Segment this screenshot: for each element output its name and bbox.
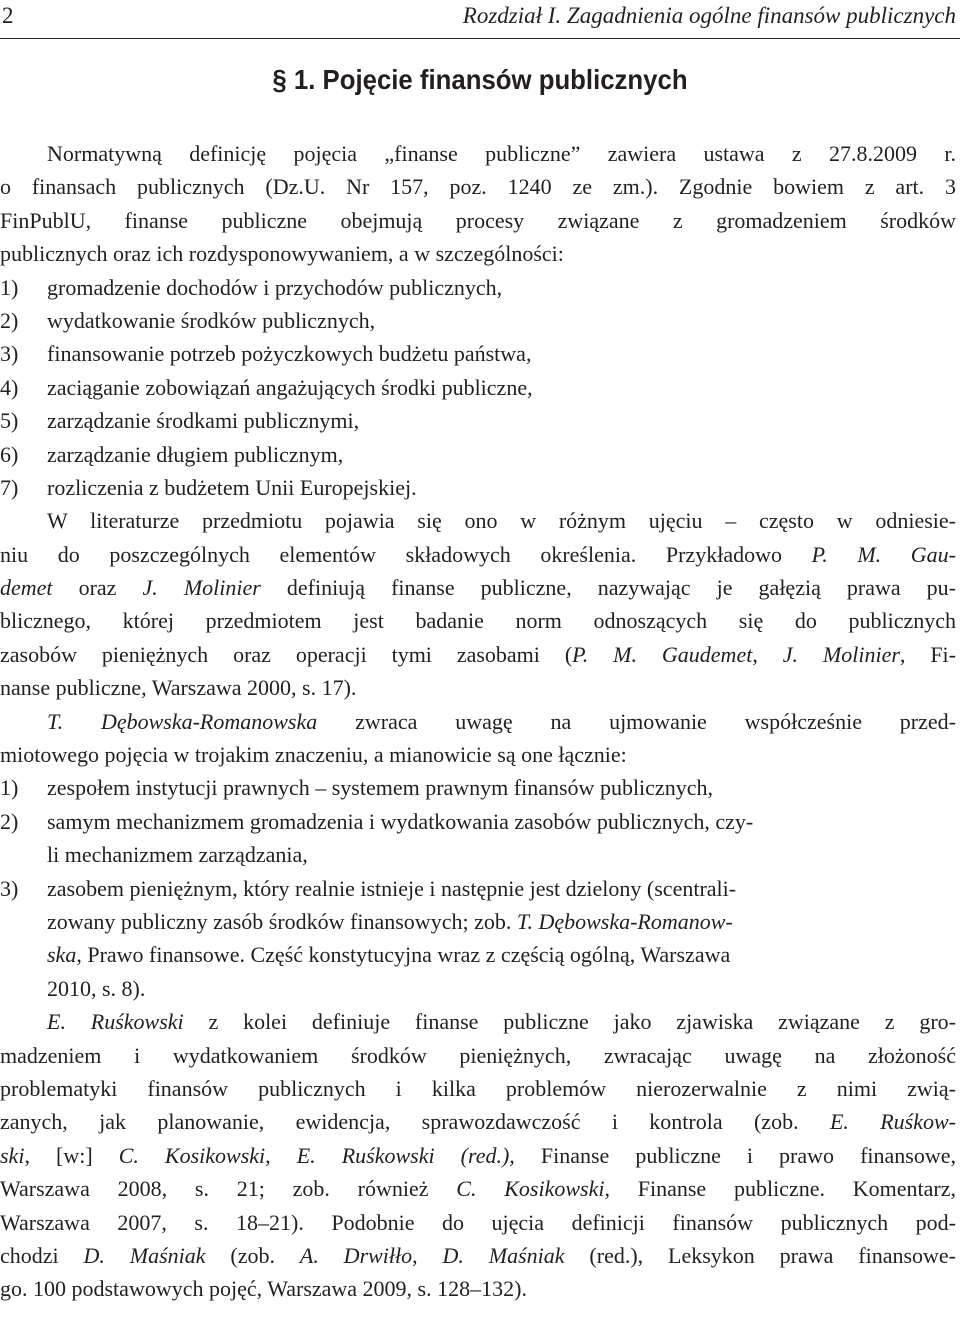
text-line: T. Dębowska-Romanowska zwraca uwagę na ujmowanie współcześnie przed- [47, 708, 956, 734]
text-line: go. 100 podstawowych pojęć, Warszawa 2009, s. 128–132). [0, 1276, 527, 1302]
list-item: 5) zarządzanie środkami publicznymi, [0, 408, 360, 434]
page-number: 2 [2, 3, 14, 28]
list-item-continuation: ska, Prawo finansowe. Część konstytucyjna wraz z częścią ogólną, Warszawa [47, 942, 731, 968]
text-line: zanych, jak planowanie, ewidencja, sprawozdawczość i kontrola (zob. E. Ruśkow- [0, 1109, 956, 1135]
text-line: publicznych oraz ich rozdysponowywaniem, a w szczególności: [0, 241, 564, 267]
list-item: 2) samym mechanizmem gromadzenia i wydatkowania zasobów publicznych, czy- [0, 808, 754, 834]
text-line: niu do poszczególnych elementów składowych określenia. Przykładowo P. M. Gau- [0, 541, 956, 567]
text-line: Warszawa 2007, s. 18–21). Podobnie do ujęcia definicji finansów publicznych pod- [0, 1209, 956, 1235]
text-line: Normatywną definicję pojęcia „finanse publiczne” zawiera ustawa z 27.8.2009 r. [47, 141, 956, 166]
list-item: 3) zasobem pieniężnym, który realnie istnieje i następnie jest dzielony (scentrali- [0, 875, 737, 901]
list-item: 1) zespołem instytucji prawnych – systemem prawnym finansów publicznych, [0, 775, 713, 801]
list-item: 6) zarządzanie długiem publicznym, [0, 441, 344, 467]
text-line: madzeniem i wydatkowaniem środków pieniężnych, zwracając uwagę na złożoność [0, 1042, 956, 1068]
section-title: § 1. Pojęcie finansów publicznych [272, 64, 688, 95]
text-line: FinPublU, finanse publiczne obejmują procesy związane z gromadzeniem środków [0, 207, 956, 233]
page-header [0, 0, 960, 39]
text-line: ski, [w:] C. Kosikowski, E. Ruśkowski (red.), Finanse publiczne i prawo finansowe, [0, 1142, 957, 1168]
body-text [0, 137, 960, 1306]
text-line: o finansach publicznych (Dz.U. Nr 157, poz. 1240 ze zm.). Zgodnie bowiem z art. 3 [0, 174, 956, 200]
list-item: 3) finansowanie potrzeb pożyczkowych budżetu państwa, [0, 341, 532, 367]
text-line: chodzi D. Maśniak (zob. A. Drwiłło, D. Maśniak (red.), Leksykon prawa finansowe- [0, 1242, 957, 1268]
list-item: 4) zaciąganie zobowiązań angażujących środki publiczne, [0, 374, 533, 400]
text-line: Warszawa 2008, s. 21; zob. również C. Kosikowski, Finanse publiczne. Komentarz, [0, 1176, 956, 1202]
list-item: 7) rozliczenia z budżetem Unii Europejskiej. [0, 474, 417, 500]
list-item-continuation: zowany publiczny zasób środków finansowych; zob. T. Dębowska-Romanow- [47, 908, 733, 934]
text-line: blicznego, której przedmiotem jest badanie norm odnoszących się do publicznych [0, 608, 956, 634]
text-line: demet oraz J. Molinier definiują finanse publiczne, nazywając je gałęzią prawa pu- [0, 575, 957, 601]
list-item: 1) gromadzenie dochodów i przychodów publicznych, [0, 274, 503, 300]
list-item: 2) wydatkowanie środków publicznych, [0, 307, 376, 333]
list-item-continuation: 2010, s. 8). [47, 975, 146, 1001]
list-item-continuation: li mechanizmem zarządzania, [47, 842, 308, 868]
text-line: E. Ruśkowski z kolei definiuje finanse publiczne jako zjawiska związane z gro- [47, 1009, 956, 1035]
text-line: problematyki finansów publicznych i kilka problemów nierozerwalnie z nimi zwią- [0, 1075, 956, 1101]
running-title: Rozdział I. Zagadnienia ogólne finansów publicznych [462, 3, 956, 28]
text-line: W literaturze przedmiotu pojawia się ono w różnym ujęciu – często w odniesie- [47, 508, 956, 534]
text-line: miotowego pojęcia w trojakim znaczeniu, a mianowicie są one łącznie: [0, 742, 627, 768]
text-line: zasobów pieniężnych oraz operacji tymi zasobami (P. M. Gaudemet, J. Molinier, Fi- [0, 641, 956, 667]
text-line: nanse publiczne, Warszawa 2000, s. 17). [0, 675, 357, 701]
